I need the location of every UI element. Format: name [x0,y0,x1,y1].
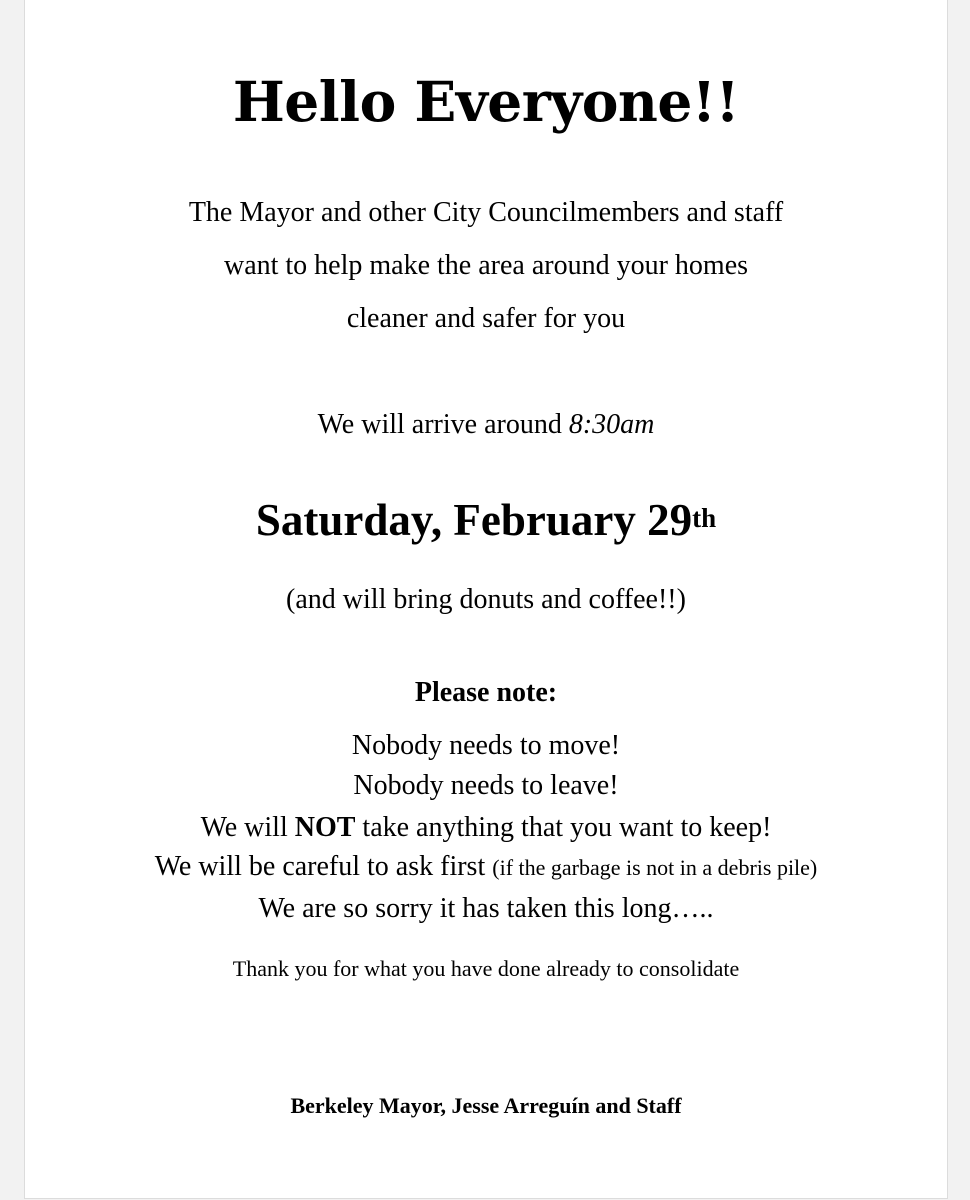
refreshments-line: (and will bring donuts and coffee!!) [286,584,686,615]
arrival-time: 8:30am [568,409,655,440]
event-date-suffix: th [692,503,717,533]
note-ask [25,850,947,885]
intro-line-1: The Mayor and other City Councilmembers and staff [188,197,784,228]
note-heading: Please note: [414,677,558,708]
note-keep-prefix: We will [200,812,295,843]
event-date-main: Saturday, February 29 [255,495,693,545]
note-leave: Nobody needs to leave! [353,770,619,801]
arrival-prefix: We will arrive around [317,409,569,440]
flyer-heading: Hello Everyone!! [232,69,740,134]
note-ask-main: We will be careful to ask first [154,851,493,882]
thanks-line: Thank you for what you have done already to consolidate [232,956,740,981]
intro-line-3: cleaner and safer for you [346,303,626,334]
note-keep-suffix: take anything that you want to keep! [355,812,772,843]
note-keep-emphasis: NOT [294,812,356,843]
note-ask-aside: (if the garbage is not in a debris pile) [492,855,818,880]
event-date [25,490,947,550]
note-move: Nobody needs to move! [351,730,621,761]
note-sorry: We are so sorry it has taken this long….. [258,893,714,924]
flyer-page [24,0,948,1199]
signature: Berkeley Mayor, Jesse Arreguín and Staff [290,1093,682,1118]
intro-line-2: want to help make the area around your homes [223,250,749,281]
note-keep [25,811,947,845]
arrival-line [25,408,947,442]
